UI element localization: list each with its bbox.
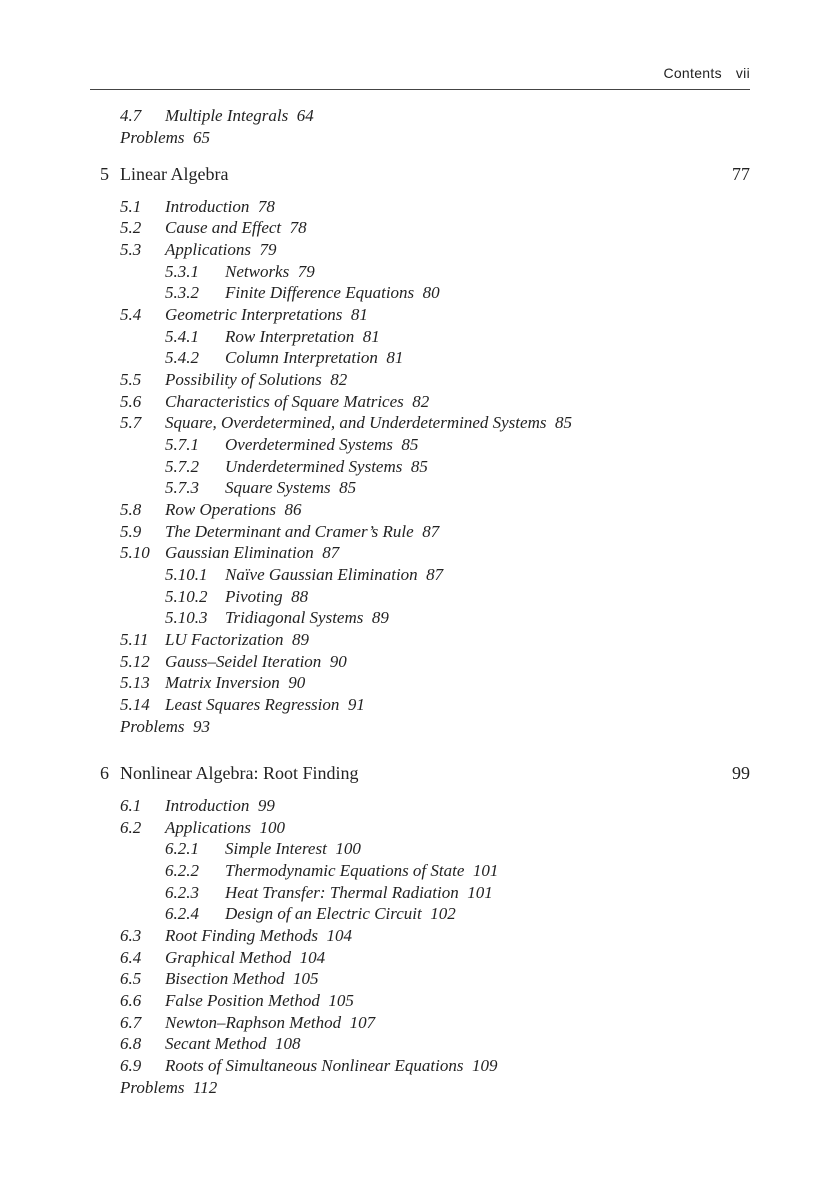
entry-number: 5.3 bbox=[120, 240, 142, 259]
entry-number: 6.1 bbox=[120, 796, 142, 815]
entry-number: 6.2.4 bbox=[165, 904, 199, 923]
entry-number: 6.2 bbox=[120, 818, 142, 837]
entry-title: Finite Difference Equations bbox=[225, 283, 415, 302]
entry-number: 5.7.3 bbox=[165, 478, 199, 497]
entry-number: 5.6 bbox=[120, 392, 142, 411]
entry-page: 89 bbox=[371, 608, 389, 627]
entry-number: 5.7.2 bbox=[165, 457, 199, 476]
entry-title: Possibility of Solutions bbox=[165, 370, 322, 389]
entry-number: 6.3 bbox=[120, 926, 142, 945]
entry-number: 6.5 bbox=[120, 969, 142, 988]
entry-title: Row Operations bbox=[165, 500, 276, 519]
entry-page: 87 bbox=[422, 522, 440, 541]
entry-number: 5.10.2 bbox=[165, 587, 208, 606]
entry-title: The Determinant and Cramer’s Rule bbox=[165, 522, 414, 541]
entry-number: 5.4 bbox=[120, 305, 142, 324]
problems-label: Problems bbox=[120, 128, 185, 147]
entry-title: Square Systems bbox=[225, 478, 331, 497]
entry-title: Heat Transfer: Thermal Radiation bbox=[225, 883, 459, 902]
entry-title: Multiple Integrals bbox=[165, 106, 289, 125]
entry-title: Newton–Raphson Method bbox=[165, 1013, 342, 1032]
entry-number: 6.9 bbox=[120, 1056, 142, 1075]
entry-number: 5.8 bbox=[120, 500, 142, 519]
entry-title: Introduction bbox=[165, 197, 250, 216]
entry-title: False Position Method bbox=[165, 991, 320, 1010]
entry-page: 81 bbox=[350, 305, 368, 324]
entry-title: Simple Interest bbox=[225, 839, 327, 858]
entry-page: 101 bbox=[472, 861, 499, 880]
entry-page: 90 bbox=[329, 652, 347, 671]
entry-title: Introduction bbox=[165, 796, 250, 815]
entry-page: 80 bbox=[422, 283, 440, 302]
entry-number: 5.3.2 bbox=[165, 283, 199, 302]
entry-page: 87 bbox=[322, 543, 340, 562]
entry-number: 5.3.1 bbox=[165, 262, 199, 281]
entry-page: 105 bbox=[292, 969, 319, 988]
entry-page: 82 bbox=[412, 392, 430, 411]
entry-page: 87 bbox=[426, 565, 444, 584]
entry-title: Networks bbox=[225, 262, 290, 281]
chapter-number: 6 bbox=[100, 763, 109, 783]
entry-number: 5.2 bbox=[120, 218, 142, 237]
running-head-text bbox=[663, 65, 750, 81]
problems-page: 112 bbox=[193, 1078, 218, 1097]
entry-number: 6.4 bbox=[120, 948, 142, 967]
entry-number: 5.9 bbox=[120, 522, 142, 541]
entry-page: 78 bbox=[289, 218, 307, 237]
entry-number: 5.12 bbox=[120, 652, 150, 671]
page-number: vii bbox=[735, 65, 750, 81]
entry-title: Design of an Electric Circuit bbox=[225, 904, 422, 923]
running-head bbox=[90, 64, 750, 90]
entry-title: Thermodynamic Equations of State bbox=[225, 861, 465, 880]
problems-page: 93 bbox=[193, 717, 211, 736]
entry-page: 108 bbox=[275, 1034, 301, 1053]
entry-title: Graphical Method bbox=[165, 948, 292, 967]
entry-number: 5.7.1 bbox=[165, 435, 199, 454]
entry-page: 85 bbox=[410, 457, 428, 476]
entry-number: 5.10 bbox=[120, 543, 150, 562]
entry-title: Geometric Interpretations bbox=[165, 305, 343, 324]
entry-number: 5.1 bbox=[120, 197, 142, 216]
entry-number: 4.7 bbox=[120, 106, 142, 125]
entry-number: 5.13 bbox=[120, 673, 150, 692]
entry-page: 85 bbox=[554, 413, 572, 432]
entry-page: 79 bbox=[259, 240, 277, 259]
chapter-title: Linear Algebra bbox=[120, 164, 229, 184]
entry-title: Overdetermined Systems bbox=[225, 435, 393, 454]
entry-title: Tridiagonal Systems bbox=[225, 608, 364, 627]
entry-page: 109 bbox=[471, 1056, 498, 1075]
entry-number: 6.2.2 bbox=[165, 861, 199, 880]
entry-page: 91 bbox=[347, 695, 365, 714]
entry-title: Underdetermined Systems bbox=[225, 457, 403, 476]
entry-page: 81 bbox=[386, 348, 404, 367]
entry-title: Pivoting bbox=[225, 587, 283, 606]
entry-title: LU Factorization bbox=[165, 630, 284, 649]
entry-page: 78 bbox=[257, 197, 275, 216]
chapter-page: 99 bbox=[732, 763, 750, 783]
entry-title: Column Interpretation bbox=[225, 348, 378, 367]
entry-number: 5.14 bbox=[120, 695, 150, 714]
entry-title: Least Squares Regression bbox=[165, 695, 340, 714]
entry-number: 6.8 bbox=[120, 1034, 142, 1053]
entry-number: 6.6 bbox=[120, 991, 142, 1010]
problems-label: Problems bbox=[120, 1078, 185, 1097]
chapter-number: 5 bbox=[100, 164, 109, 184]
running-head-section: Contents bbox=[663, 65, 722, 81]
entry-page: 90 bbox=[288, 673, 306, 692]
entry-title: Roots of Simultaneous Nonlinear Equations bbox=[165, 1056, 464, 1075]
entry-page: 107 bbox=[349, 1013, 376, 1032]
entry-title: Matrix Inversion bbox=[165, 673, 280, 692]
entry-page: 102 bbox=[430, 904, 456, 923]
entry-title: Root Finding Methods bbox=[165, 926, 318, 945]
entry-title: Square, Overdetermined, and Underdetermined Systems bbox=[165, 413, 547, 432]
chapter-title: Nonlinear Algebra: Root Finding bbox=[120, 763, 359, 783]
entry-page: 79 bbox=[297, 262, 315, 281]
entry-page: 104 bbox=[299, 948, 326, 967]
entry-title: Gaussian Elimination bbox=[165, 543, 314, 562]
entry-page: 64 bbox=[296, 106, 314, 125]
entry-title: Applications bbox=[165, 240, 251, 259]
entry-title: Applications bbox=[165, 818, 251, 837]
entry-title: Naïve Gaussian Elimination bbox=[225, 565, 418, 584]
entry-number: 6.7 bbox=[120, 1013, 142, 1032]
entry-page: 100 bbox=[259, 818, 285, 837]
entry-number: 5.5 bbox=[120, 370, 142, 389]
entry-number: 5.10.1 bbox=[165, 565, 208, 584]
entry-title: Row Interpretation bbox=[225, 327, 355, 346]
entry-page: 101 bbox=[467, 883, 493, 902]
problems-page: 65 bbox=[193, 128, 211, 147]
entry-title: Gauss–Seidel Iteration bbox=[165, 652, 322, 671]
entry-number: 5.11 bbox=[120, 630, 149, 649]
entry-page: 86 bbox=[284, 500, 302, 519]
problems-label: Problems bbox=[120, 717, 185, 736]
entry-page: 85 bbox=[339, 478, 357, 497]
entry-number: 5.4.2 bbox=[165, 348, 199, 367]
entry-page: 88 bbox=[291, 587, 309, 606]
entry-page: 100 bbox=[335, 839, 361, 858]
chapter-page: 77 bbox=[732, 164, 750, 184]
entry-title: Bisection Method bbox=[165, 969, 285, 988]
entry-page: 104 bbox=[326, 926, 352, 945]
entry-page: 99 bbox=[257, 796, 275, 815]
entry-title: Cause and Effect bbox=[165, 218, 282, 237]
entry-page: 89 bbox=[292, 630, 310, 649]
entry-number: 5.10.3 bbox=[165, 608, 208, 627]
entry-page: 105 bbox=[328, 991, 354, 1010]
entry-number: 6.2.3 bbox=[165, 883, 199, 902]
entry-number: 5.7 bbox=[120, 413, 142, 432]
entry-number: 6.2.1 bbox=[165, 839, 199, 858]
entry-number: 5.4.1 bbox=[165, 327, 199, 346]
entry-title: Characteristics of Square Matrices bbox=[165, 392, 404, 411]
entry-page: 81 bbox=[362, 327, 380, 346]
entry-title: Secant Method bbox=[165, 1034, 267, 1053]
entry-page: 82 bbox=[330, 370, 348, 389]
entry-page: 85 bbox=[401, 435, 419, 454]
